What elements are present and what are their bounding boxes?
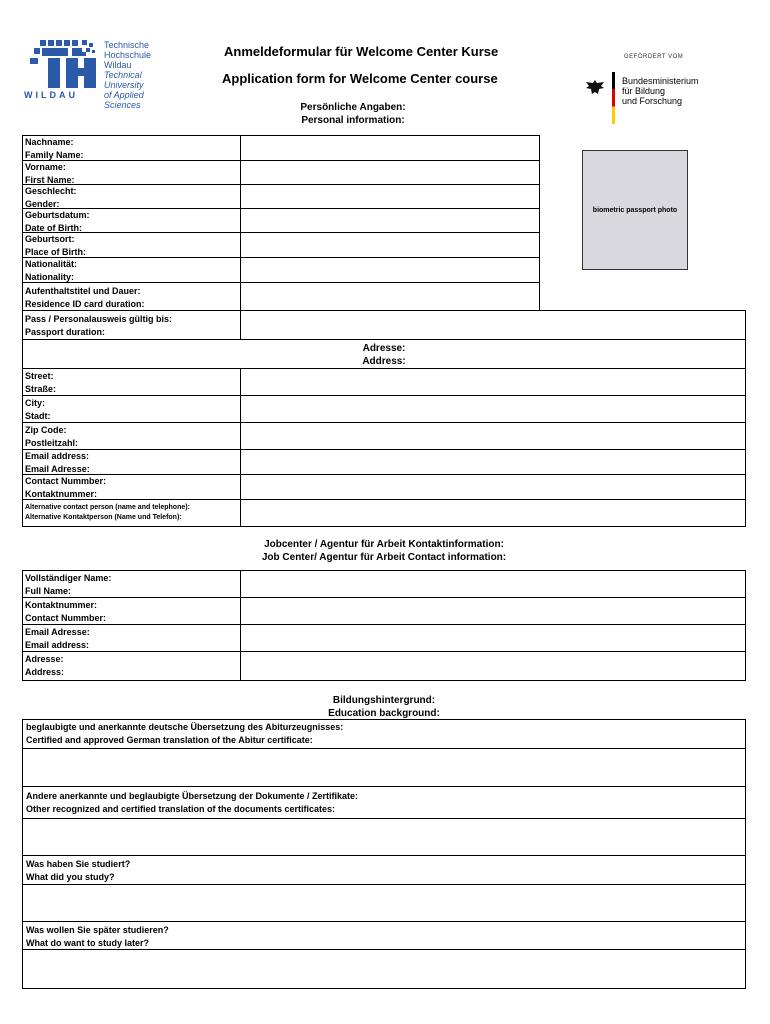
address-title-en: Address: (362, 356, 406, 367)
personal-row (22, 257, 540, 283)
title-de: Anmeldeformular für Welcome Center Kurse (224, 44, 499, 59)
logo-line-3: Wildau (104, 60, 132, 70)
first-name-field[interactable] (241, 161, 539, 184)
education-question-label: beglaubigte und anerkannte deutsche Übersetzung des Abiturzeugnisses: Certified and approved German translation of the Abitur certificate: (22, 719, 746, 749)
ministry-name-line-3: und Forschung (622, 96, 683, 106)
address-section-title (22, 339, 746, 369)
street-field[interactable] (241, 369, 745, 395)
logo-text-block (104, 40, 182, 110)
zip-code-field[interactable] (241, 423, 745, 449)
other-documents-field[interactable] (22, 818, 746, 856)
education-question-label: Was haben Sie studiert? What did you study? (22, 855, 746, 885)
personal-row-label: Aufenthaltstitel und Dauer: Residence ID card duration: (23, 283, 241, 310)
personal-row-label: Nachname: Family Name: (23, 136, 241, 160)
education-question-label: Was wollen Sie später studieren? What do want to study later? (22, 921, 746, 950)
logo-line-1: Technische (104, 40, 150, 50)
personal-section-title (240, 101, 466, 127)
education-title-de: Bildungshintergrund: (332, 695, 436, 706)
jobcenter-title-en: Job Center/ Agentur für Arbeit Contact information: (261, 552, 507, 563)
alternative-contact-field[interactable] (241, 500, 745, 526)
education-title-en: Education background: (328, 708, 440, 719)
jobcenter-row-label: Email Adresse: Email address: (23, 625, 241, 651)
logo-line-5: of Applied Sciences (104, 90, 144, 110)
personal-row (22, 232, 540, 258)
contact-number-field[interactable] (241, 475, 745, 499)
address-row (22, 474, 746, 500)
personal-row (22, 310, 746, 340)
personal-row (22, 282, 540, 311)
ministry-name-line-2: für Bildung (622, 86, 666, 96)
logo-line-2: Hochschule (104, 50, 152, 60)
address-row (22, 449, 746, 475)
logo-line-4: Technical University (104, 70, 144, 90)
study-later-field[interactable] (22, 949, 746, 989)
logo-short-name: WILDAU (24, 90, 78, 100)
address-row-label: Email address: Email Adresse: (23, 450, 241, 474)
ministry-logo (584, 54, 724, 124)
gender-field[interactable] (241, 185, 539, 208)
personal-row-label: Nationalität: Nationality: (23, 258, 241, 282)
address-row-label: Zip Code: Postleitzahl: (23, 423, 241, 449)
address-row-label: Alternative contact person (name and telephone): Alternative Kontaktperson (Name und Telefon): (23, 500, 241, 526)
studied-field[interactable] (22, 884, 746, 922)
jobcenter-row (22, 597, 746, 625)
title-en: Application form for Welcome Center course (222, 71, 498, 86)
ministry-name-line-1: Bundesministerium (622, 76, 699, 86)
jobcenter-section-title (22, 538, 746, 564)
address-row-label: Contact Nummber: Kontaktnummer: (23, 475, 241, 499)
jobcenter-row-label: Vollständiger Name: Full Name: (23, 571, 241, 597)
jobcenter-row (22, 570, 746, 598)
jobcenter-row-label: Kontaktnummer: Contact Nummber: (23, 598, 241, 624)
ministry-funded-label: GEFÖRDERT VOM (624, 54, 684, 60)
passport-duration-field[interactable] (241, 311, 745, 339)
nationality-field[interactable] (241, 258, 539, 282)
city-field[interactable] (241, 396, 745, 422)
education-section-title (22, 694, 746, 720)
personal-row-label: Pass / Personalausweis gültig bis: Passport duration: (23, 311, 241, 339)
address-row (22, 499, 746, 527)
address-row-label: Street: Straße: (23, 369, 241, 395)
jobcenter-full-name-field[interactable] (241, 571, 745, 597)
personal-row (22, 208, 540, 233)
personal-title-en: Personal information: (301, 115, 405, 126)
personal-title-de: Persönliche Angaben: (300, 102, 406, 113)
address-row (22, 422, 746, 450)
personal-row-label: Geburtsort: Place of Birth: (23, 233, 241, 257)
ministry-name (622, 76, 699, 106)
personal-row-label: Vorname: First Name: (23, 161, 241, 184)
date-of-birth-field[interactable] (241, 209, 539, 232)
jobcenter-row (22, 624, 746, 652)
personal-row (22, 160, 540, 185)
federal-eagle-icon (584, 78, 606, 98)
abitur-translation-field[interactable] (22, 748, 746, 787)
address-row (22, 368, 746, 396)
personal-row (22, 135, 540, 161)
ministry-flag-stripe (612, 72, 615, 124)
passport-photo-box[interactable] (582, 150, 688, 270)
personal-row-label: Geburtsdatum: Date of Birth: (23, 209, 241, 232)
family-name-field[interactable] (241, 136, 539, 160)
passport-photo-label: biometric passport photo (592, 207, 678, 214)
residence-id-field[interactable] (241, 283, 539, 310)
address-title-de: Adresse: (362, 343, 406, 354)
jobcenter-address-field[interactable] (241, 652, 745, 680)
personal-row-label: Geschlecht: Gender: (23, 185, 241, 208)
address-row (22, 395, 746, 423)
jobcenter-contact-number-field[interactable] (241, 598, 745, 624)
place-of-birth-field[interactable] (241, 233, 539, 257)
jobcenter-row (22, 651, 746, 681)
jobcenter-email-field[interactable] (241, 625, 745, 651)
address-row-label: City: Stadt: (23, 396, 241, 422)
education-question-label: Andere anerkannte und beglaubigte Übersetzung der Dokumente / Zertifikate: Other recognized and certified translation of the documents certificates: (22, 786, 746, 819)
jobcenter-row-label: Adresse: Address: (23, 652, 241, 680)
jobcenter-title-de: Jobcenter / Agentur für Arbeit Kontaktinformation: (264, 539, 504, 550)
email-field[interactable] (241, 450, 745, 474)
personal-row (22, 184, 540, 209)
university-logo (22, 38, 182, 110)
